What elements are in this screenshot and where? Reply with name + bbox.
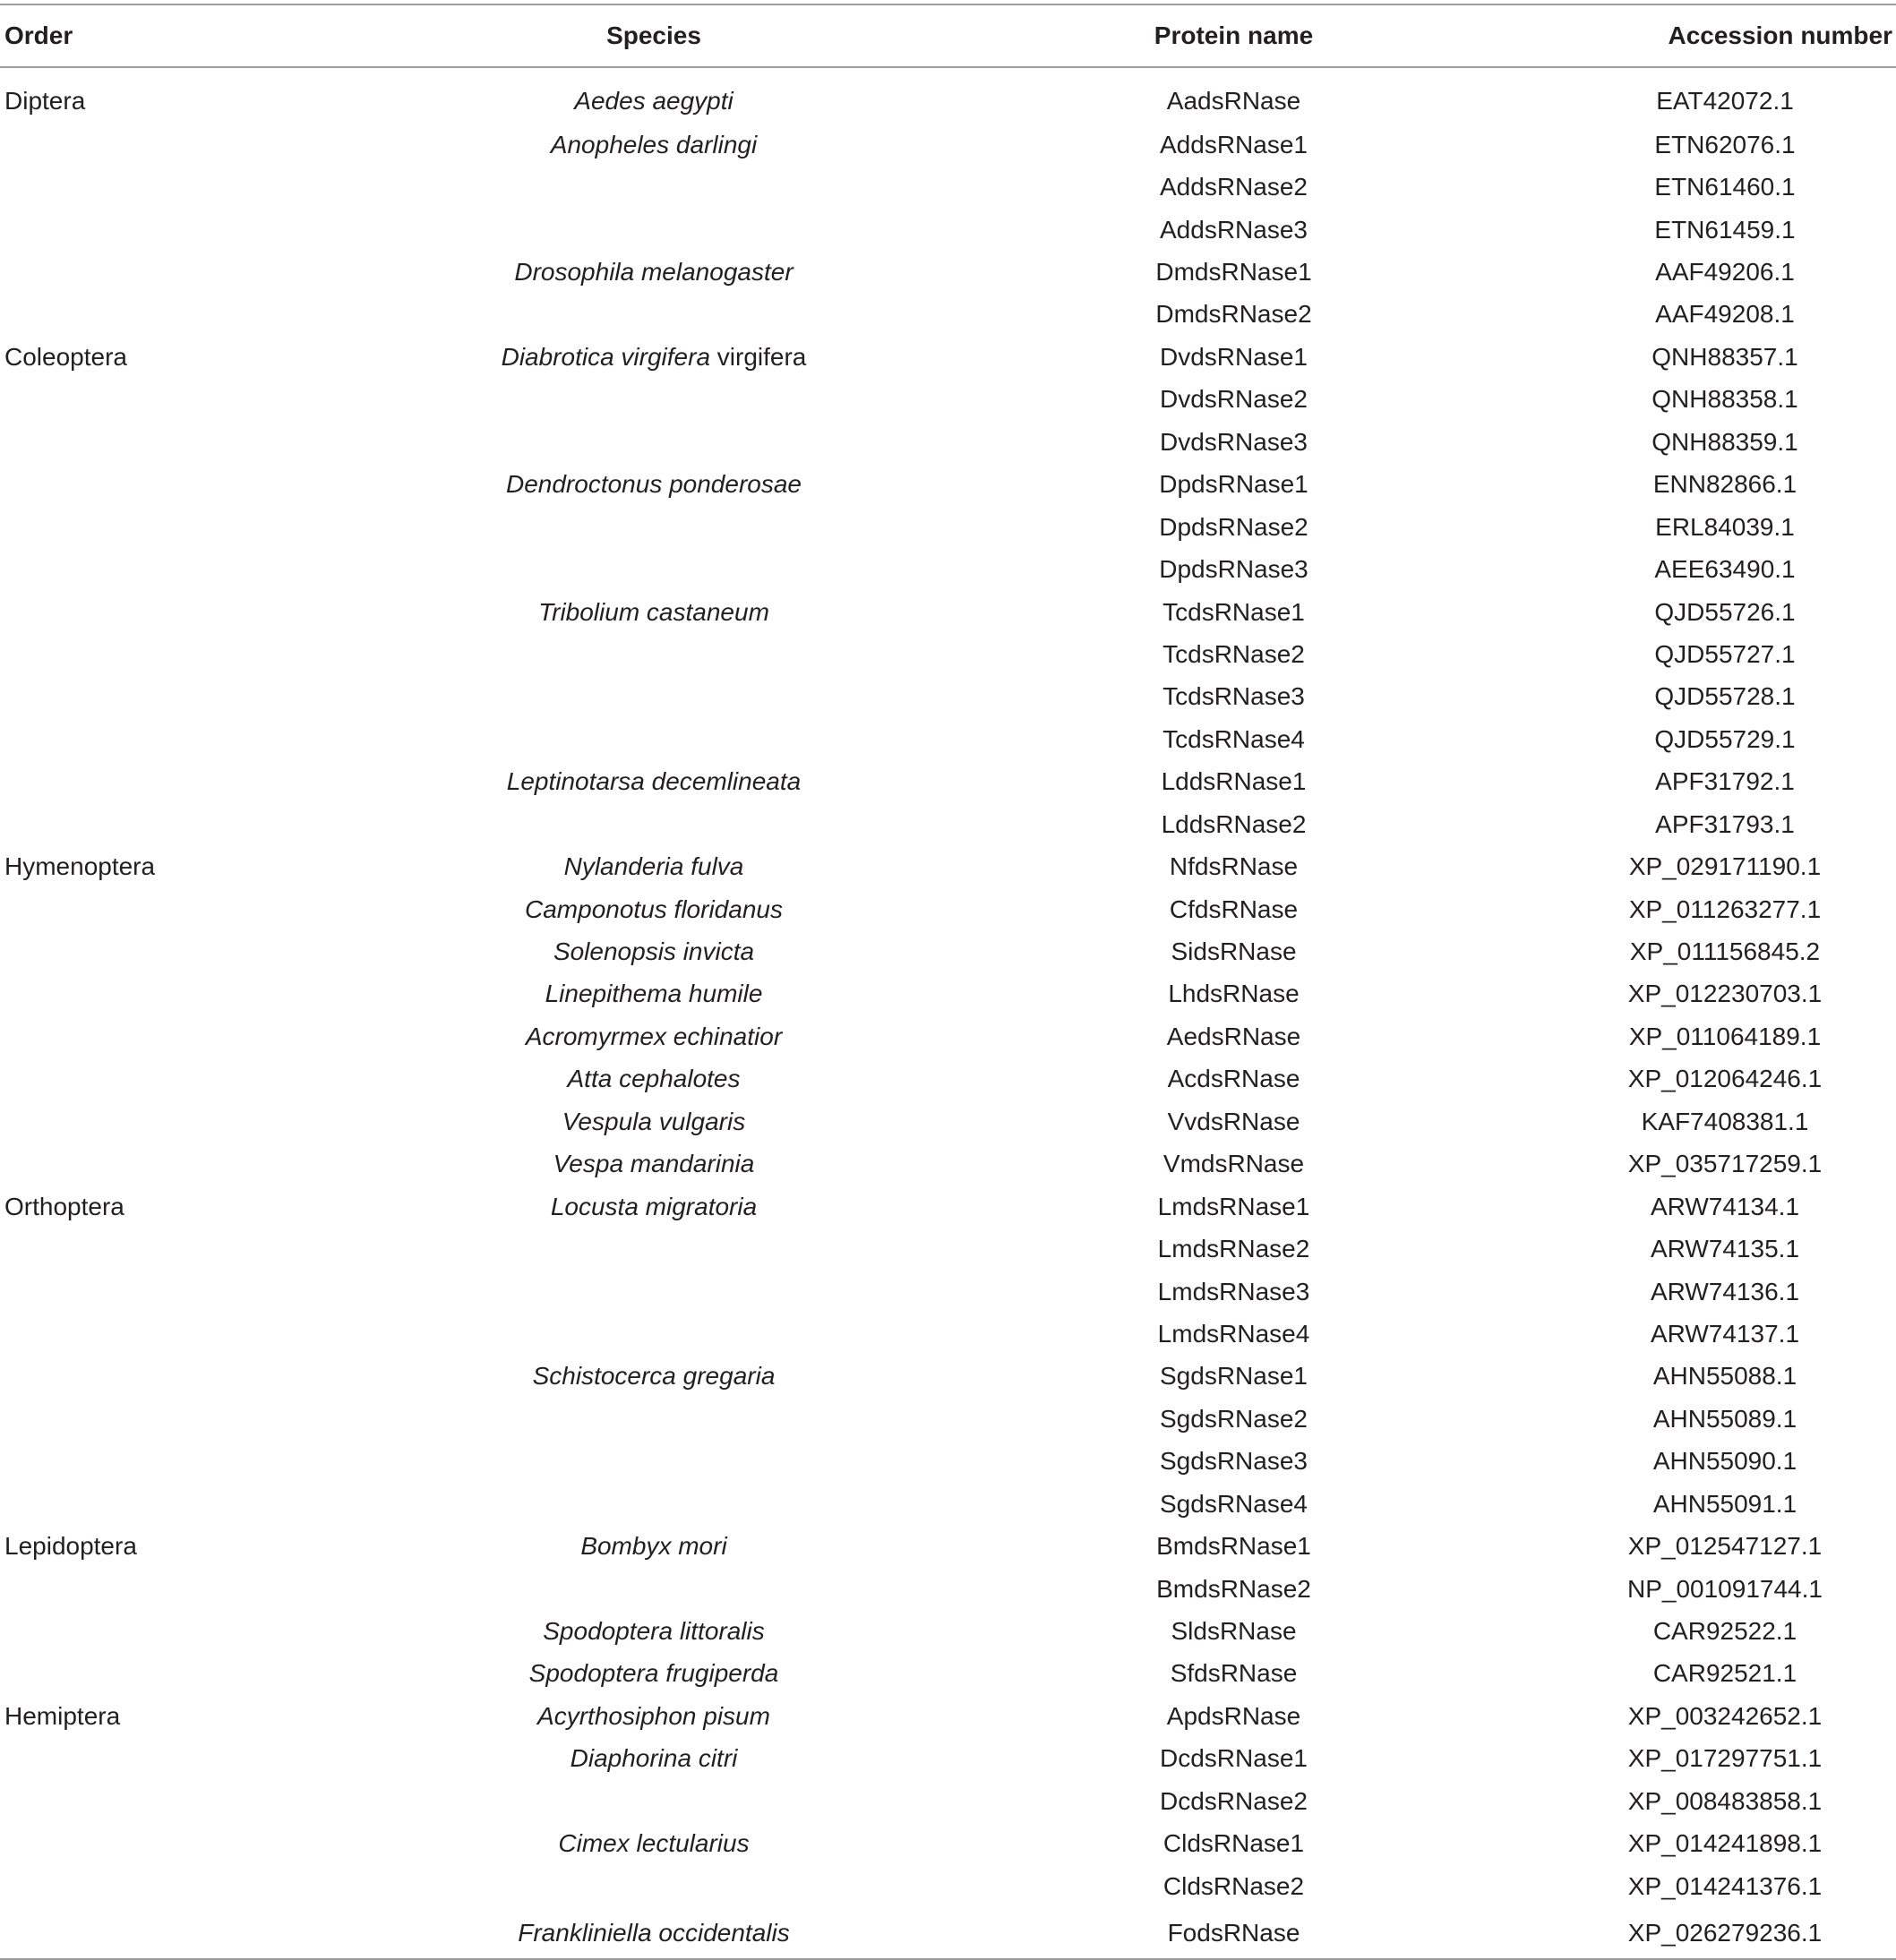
cell-protein-name: TcdsRNase3 xyxy=(1162,682,1305,711)
table-row xyxy=(0,464,1896,506)
cell-species xyxy=(394,209,914,251)
cell-accession-number: AHN55089.1 xyxy=(1652,1404,1797,1433)
cell-order xyxy=(0,379,394,421)
cell-protein-name: TcdsRNase1 xyxy=(1162,597,1305,626)
cell-order xyxy=(0,506,394,548)
species-name: Nylanderia fulva xyxy=(563,852,744,881)
cell-protein-name: DcdsRNase1 xyxy=(1160,1744,1308,1773)
cell-species xyxy=(394,1695,914,1737)
cell-accession-number: EAT42072.1 xyxy=(1656,87,1794,115)
species-name: Vespula vulgaris xyxy=(562,1107,746,1135)
cell-order xyxy=(0,1780,394,1822)
cell-species xyxy=(394,67,914,124)
species-name: Acromyrmex echinatior xyxy=(525,1022,783,1050)
cell-species xyxy=(394,718,914,760)
header-protein-name: Protein name xyxy=(914,4,1554,67)
table-row xyxy=(0,251,1896,293)
cell-order xyxy=(0,1653,394,1695)
cell-accession-number: ARW74135.1 xyxy=(1650,1235,1800,1263)
table-row xyxy=(0,166,1896,208)
species-name: Schistocerca gregaria xyxy=(532,1362,776,1391)
cell-species xyxy=(394,1356,914,1398)
cell-order xyxy=(0,548,394,590)
cell-accession-number: XP_012064246.1 xyxy=(1627,1065,1823,1093)
cell-accession-number: NP_001091744.1 xyxy=(1627,1574,1823,1603)
cell-species xyxy=(394,1525,914,1567)
cell-order xyxy=(0,1015,394,1057)
table-row xyxy=(0,1483,1896,1525)
cell-protein-name: DmdsRNase1 xyxy=(1155,258,1312,287)
cell-protein-name: CfdsRNase xyxy=(1169,894,1299,923)
species-name: Frankliniella occidentalis xyxy=(518,1918,790,1947)
cell-order xyxy=(0,1823,394,1865)
cell-accession-number: ERL84039.1 xyxy=(1655,512,1795,541)
species-name: Dendroctonus ponderosae xyxy=(505,470,802,499)
cell-order xyxy=(0,1313,394,1355)
cell-accession-number: ETN62076.1 xyxy=(1654,130,1796,158)
cell-protein-name: CldsRNase2 xyxy=(1162,1871,1305,1900)
cell-protein-name: BmdsRNase2 xyxy=(1156,1574,1311,1603)
cell-species xyxy=(394,1441,914,1483)
cell-protein-name: SgdsRNase2 xyxy=(1160,1404,1308,1433)
species-name: Bombyx mori xyxy=(580,1532,727,1561)
table-row xyxy=(0,930,1896,972)
cell-protein-name: LmdsRNase4 xyxy=(1157,1319,1310,1348)
table-row xyxy=(0,1100,1896,1143)
cell-species xyxy=(394,845,914,887)
cell-order: Hymenoptera xyxy=(4,852,156,881)
cell-order xyxy=(0,1100,394,1143)
cell-species xyxy=(394,1313,914,1355)
cell-order xyxy=(0,973,394,1015)
table-row xyxy=(0,1058,1896,1100)
table-row xyxy=(0,209,1896,251)
cell-species xyxy=(394,1907,914,1959)
protein-accession-table xyxy=(0,4,1896,1960)
species-name: Solenopsis invicta xyxy=(553,937,755,966)
cell-species xyxy=(394,1271,914,1313)
table-row xyxy=(0,336,1896,378)
cell-protein-name: SldsRNase xyxy=(1171,1617,1297,1646)
cell-species xyxy=(394,591,914,633)
header-accession-number: Accession number xyxy=(1554,4,1896,67)
species-name: Anopheles darlingi xyxy=(550,130,758,158)
cell-protein-name: DvdsRNase2 xyxy=(1160,385,1308,414)
table-row xyxy=(0,1143,1896,1185)
cell-protein-name: DvdsRNase3 xyxy=(1160,427,1308,456)
species-name: Aedes aegypti xyxy=(574,87,734,115)
cell-accession-number: XP_029171190.1 xyxy=(1628,852,1822,881)
cell-order xyxy=(0,676,394,718)
table-row xyxy=(0,421,1896,463)
cell-accession-number: APF31793.1 xyxy=(1655,809,1795,838)
table-row xyxy=(0,1525,1896,1567)
cell-protein-name: CldsRNase1 xyxy=(1162,1829,1305,1858)
cell-protein-name: AadsRNase xyxy=(1166,87,1301,115)
cell-species xyxy=(394,1610,914,1652)
cell-species xyxy=(394,1568,914,1610)
table-row xyxy=(0,1015,1896,1057)
cell-accession-number: KAF7408381.1 xyxy=(1641,1107,1809,1135)
cell-order xyxy=(0,209,394,251)
cell-accession-number: ENN82866.1 xyxy=(1652,470,1797,499)
cell-order: Orthoptera xyxy=(4,1192,124,1220)
header-row xyxy=(0,4,1896,67)
cell-protein-name: LmdsRNase2 xyxy=(1157,1235,1310,1263)
cell-species xyxy=(394,1780,914,1822)
cell-accession-number: QJD55727.1 xyxy=(1654,639,1796,668)
cell-accession-number: CAR92522.1 xyxy=(1652,1617,1797,1646)
table-row xyxy=(0,1271,1896,1313)
cell-protein-name: LddsRNase1 xyxy=(1161,767,1307,796)
cell-protein-name: DmdsRNase2 xyxy=(1155,300,1312,329)
species-name: Spodoptera frugiperda xyxy=(528,1659,779,1688)
table-row xyxy=(0,718,1896,760)
table-row xyxy=(0,1738,1896,1780)
cell-order: Coleoptera xyxy=(4,342,127,371)
cell-species xyxy=(394,803,914,845)
cell-protein-name: SfdsRNase xyxy=(1170,1659,1298,1688)
cell-accession-number: QNH88358.1 xyxy=(1651,385,1798,414)
cell-protein-name: NfdsRNase xyxy=(1169,852,1299,881)
cell-order xyxy=(0,1907,394,1959)
table-row xyxy=(0,1441,1896,1483)
cell-accession-number: QJD55726.1 xyxy=(1654,597,1796,626)
cell-protein-name: LmdsRNase3 xyxy=(1157,1277,1310,1305)
cell-protein-name: DpdsRNase2 xyxy=(1159,512,1308,541)
cell-species xyxy=(394,1143,914,1185)
cell-species xyxy=(394,1228,914,1270)
cell-order xyxy=(0,1610,394,1652)
cell-species xyxy=(394,973,914,1015)
cell-accession-number: AAF49206.1 xyxy=(1655,258,1795,287)
cell-accession-number: ARW74136.1 xyxy=(1650,1277,1800,1305)
cell-order xyxy=(0,1228,394,1270)
cell-accession-number: QJD55728.1 xyxy=(1654,682,1796,711)
cell-protein-name: FodsRNase xyxy=(914,1907,1554,1959)
species-name: Cimex lectularius xyxy=(558,1829,750,1858)
cell-protein-name: AddsRNase2 xyxy=(1160,173,1308,201)
table-row xyxy=(0,803,1896,845)
cell-accession-number: APF31792.1 xyxy=(1655,767,1795,796)
cell-accession-number: QNH88359.1 xyxy=(1651,427,1798,456)
table-row xyxy=(0,1865,1896,1907)
cell-species xyxy=(394,1865,914,1907)
species-name: Camponotus floridanus xyxy=(525,894,783,923)
cell-order xyxy=(0,888,394,930)
table-body xyxy=(0,67,1896,1959)
table-row xyxy=(0,633,1896,675)
cell-order xyxy=(0,591,394,633)
cell-order xyxy=(0,1568,394,1610)
cell-order xyxy=(0,464,394,506)
species-name: Locusta migratoria xyxy=(550,1192,758,1220)
species-name: Vespa mandarinia xyxy=(553,1150,755,1178)
table-row xyxy=(0,1653,1896,1695)
cell-species xyxy=(394,761,914,803)
cell-protein-name: AedsRNase xyxy=(1166,1022,1301,1050)
cell-species xyxy=(394,888,914,930)
table-row xyxy=(0,1907,1896,1959)
cell-order: Lepidoptera xyxy=(4,1532,137,1561)
cell-species xyxy=(394,1185,914,1228)
table-row xyxy=(0,1356,1896,1398)
cell-order xyxy=(0,124,394,166)
cell-order xyxy=(0,1058,394,1100)
table-row xyxy=(0,1823,1896,1865)
cell-protein-name: VvdsRNase xyxy=(1167,1107,1300,1135)
table-row xyxy=(0,888,1896,930)
table-row xyxy=(0,973,1896,1015)
cell-accession-number: AEE63490.1 xyxy=(1654,555,1796,584)
cell-protein-name: AddsRNase1 xyxy=(1160,130,1308,158)
cell-species xyxy=(394,1058,914,1100)
cell-species xyxy=(394,1738,914,1780)
cell-species xyxy=(394,379,914,421)
cell-protein-name: SgdsRNase1 xyxy=(1160,1362,1308,1391)
cell-protein-name: BmdsRNase1 xyxy=(1156,1532,1311,1561)
table-header xyxy=(0,4,1896,67)
cell-order: Diptera xyxy=(4,87,86,115)
cell-protein-name: SidsRNase xyxy=(1171,937,1297,966)
cell-accession-number: XP_012230703.1 xyxy=(1627,980,1823,1008)
cell-species xyxy=(394,464,914,506)
cell-species xyxy=(394,1653,914,1695)
cell-accession-number: AHN55091.1 xyxy=(1652,1489,1797,1518)
cell-accession-number: AHN55090.1 xyxy=(1652,1447,1797,1476)
cell-protein-name: LhdsRNase xyxy=(1168,980,1300,1008)
cell-order xyxy=(0,1738,394,1780)
cell-accession-number: XP_011064189.1 xyxy=(1628,1022,1822,1050)
cell-protein-name: ApdsRNase xyxy=(1166,1701,1301,1730)
cell-order: Hemiptera xyxy=(4,1701,121,1730)
cell-accession-number: XP_035717259.1 xyxy=(1627,1150,1823,1178)
cell-accession-number: XP_014241898.1 xyxy=(1627,1829,1823,1858)
cell-species xyxy=(394,336,914,378)
species-name: Leptinotarsa decemlineata xyxy=(506,767,802,796)
table-row xyxy=(0,1313,1896,1355)
cell-species xyxy=(394,548,914,590)
table-row xyxy=(0,845,1896,887)
cell-accession-number: ARW74134.1 xyxy=(1650,1192,1800,1220)
cell-species xyxy=(394,1823,914,1865)
cell-order xyxy=(0,1143,394,1185)
species-name: Tribolium castaneum xyxy=(538,597,769,626)
cell-protein-name: AddsRNase3 xyxy=(1160,215,1308,244)
species-name: Acyrthosiphon pisum xyxy=(537,1701,770,1730)
species-name: Diabrotica virgifera xyxy=(501,342,711,371)
cell-accession-number: ETN61459.1 xyxy=(1654,215,1796,244)
table-row xyxy=(0,1185,1896,1228)
table-row xyxy=(0,1398,1896,1440)
table-row xyxy=(0,1780,1896,1822)
table-row xyxy=(0,676,1896,718)
cell-accession-number: XP_012547127.1 xyxy=(1627,1532,1823,1561)
cell-accession-number: AAF49208.1 xyxy=(1655,300,1795,329)
cell-protein-name: DcdsRNase2 xyxy=(1160,1786,1308,1815)
table-row xyxy=(0,1568,1896,1610)
cell-accession-number: XP_011156845.2 xyxy=(1629,937,1821,966)
species-name: Linepithema humile xyxy=(545,980,763,1008)
species-suffix: virgifera xyxy=(710,342,807,371)
cell-order xyxy=(0,1865,394,1907)
header-order: Order xyxy=(0,4,394,67)
cell-accession-number: ARW74137.1 xyxy=(1650,1319,1800,1348)
cell-protein-name: VmdsRNase xyxy=(1162,1150,1305,1178)
cell-protein-name: TcdsRNase4 xyxy=(1162,724,1305,753)
cell-species xyxy=(394,1398,914,1440)
cell-protein-name: DvdsRNase1 xyxy=(1160,342,1308,371)
cell-order xyxy=(0,251,394,293)
cell-order xyxy=(0,930,394,972)
table-row xyxy=(0,548,1896,590)
cell-protein-name: DpdsRNase3 xyxy=(1159,555,1308,584)
cell-accession-number: XP_003242652.1 xyxy=(1627,1701,1823,1730)
cell-species xyxy=(394,633,914,675)
cell-order xyxy=(0,633,394,675)
cell-order xyxy=(0,1441,394,1483)
table-row xyxy=(0,294,1896,336)
cell-accession-number: XP_017297751.1 xyxy=(1627,1744,1823,1773)
table-row xyxy=(0,124,1896,166)
cell-accession-number: XP_026279236.1 xyxy=(1554,1907,1896,1959)
cell-protein-name: DpdsRNase1 xyxy=(1159,470,1308,499)
species-name: Diaphorina citri xyxy=(570,1744,738,1773)
cell-species xyxy=(394,1015,914,1057)
table-row xyxy=(0,379,1896,421)
header-species: Species xyxy=(394,4,914,67)
cell-order xyxy=(0,803,394,845)
species-name: Spodoptera littoralis xyxy=(543,1617,765,1646)
cell-species xyxy=(394,166,914,208)
cell-accession-number: AHN55088.1 xyxy=(1652,1362,1797,1391)
cell-protein-name: TcdsRNase2 xyxy=(1162,639,1305,668)
cell-order xyxy=(0,1483,394,1525)
cell-species xyxy=(394,506,914,548)
cell-species xyxy=(394,676,914,718)
species-name: Drosophila melanogaster xyxy=(514,258,794,287)
cell-species xyxy=(394,421,914,463)
cell-species xyxy=(394,294,914,336)
table-row xyxy=(0,1228,1896,1270)
table-row xyxy=(0,761,1896,803)
cell-accession-number: CAR92521.1 xyxy=(1652,1659,1797,1688)
cell-order xyxy=(0,294,394,336)
cell-accession-number: QNH88357.1 xyxy=(1651,342,1798,371)
cell-species xyxy=(394,1483,914,1525)
table-row xyxy=(0,1610,1896,1652)
cell-order xyxy=(0,1356,394,1398)
cell-accession-number: XP_014241376.1 xyxy=(1627,1871,1823,1900)
cell-accession-number: XP_011263277.1 xyxy=(1628,894,1822,923)
cell-protein-name: LmdsRNase1 xyxy=(1157,1192,1310,1220)
species-name: Atta cephalotes xyxy=(567,1065,741,1093)
cell-accession-number: XP_008483858.1 xyxy=(1627,1786,1823,1815)
cell-species xyxy=(394,124,914,166)
cell-species xyxy=(394,1100,914,1143)
table-row xyxy=(0,591,1896,633)
cell-protein-name: SgdsRNase4 xyxy=(1160,1489,1308,1518)
cell-order xyxy=(0,761,394,803)
table-row xyxy=(0,506,1896,548)
cell-order xyxy=(0,421,394,463)
cell-order xyxy=(0,1398,394,1440)
cell-order xyxy=(0,166,394,208)
cell-species xyxy=(394,251,914,293)
cell-protein-name: SgdsRNase3 xyxy=(1160,1447,1308,1476)
cell-accession-number: QJD55729.1 xyxy=(1654,724,1796,753)
table-row xyxy=(0,67,1896,124)
cell-protein-name: LddsRNase2 xyxy=(1161,809,1307,838)
cell-order xyxy=(0,1271,394,1313)
cell-order xyxy=(0,718,394,760)
cell-accession-number: ETN61460.1 xyxy=(1654,173,1796,201)
cell-protein-name: AcdsRNase xyxy=(1167,1065,1300,1093)
table-row xyxy=(0,1695,1896,1737)
cell-species xyxy=(394,930,914,972)
